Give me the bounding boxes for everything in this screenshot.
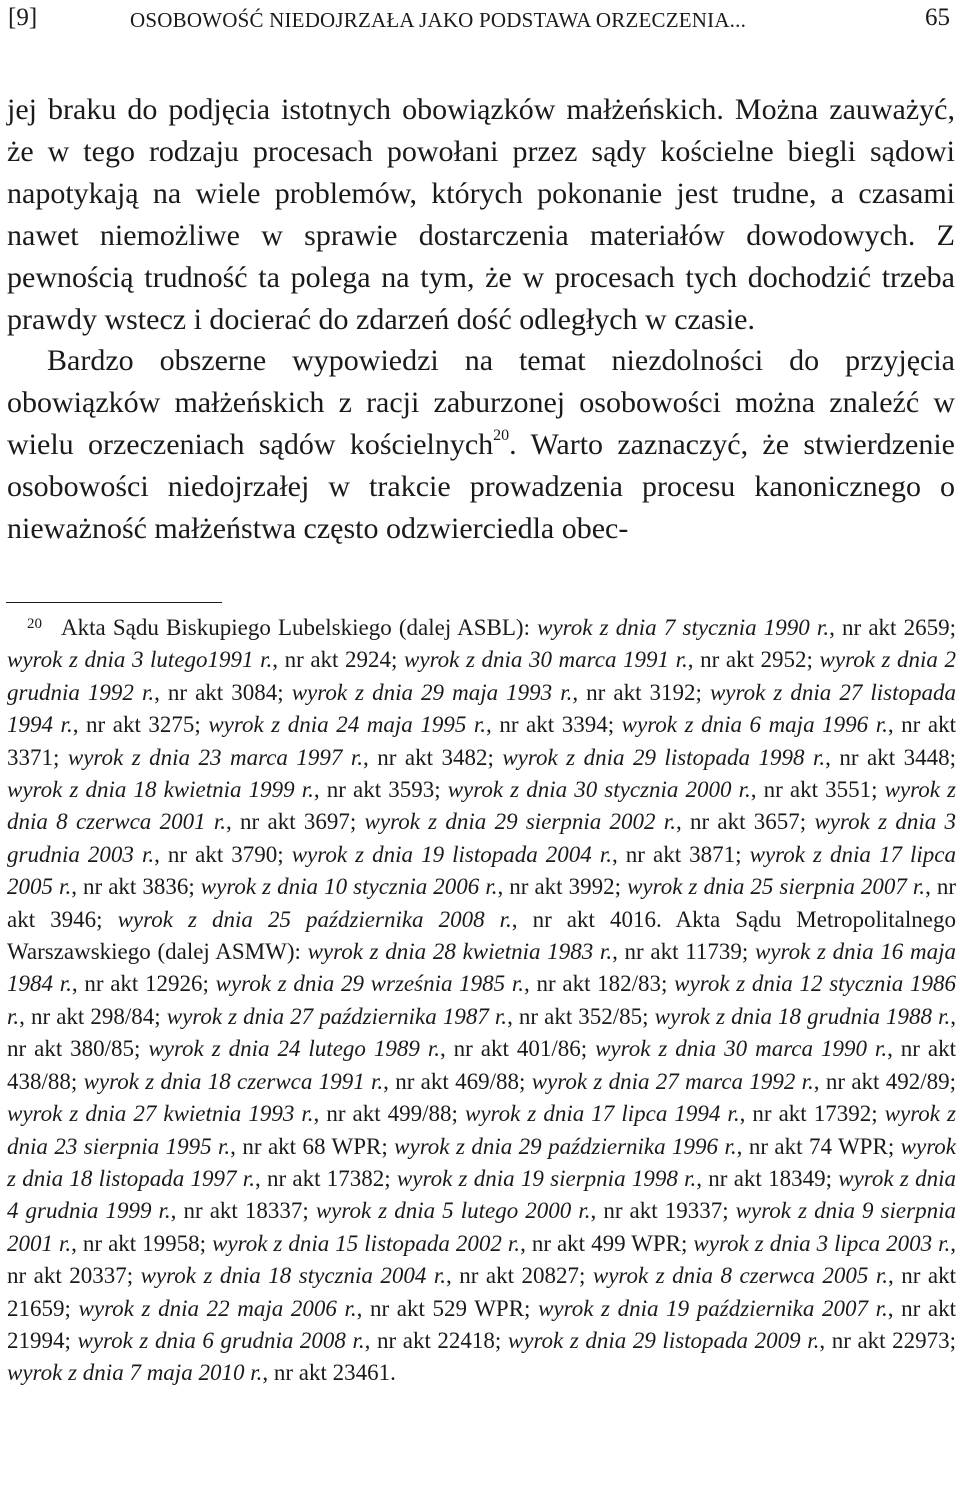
- footnote-judgment-date: wyrok z dnia 10 stycznia 2006 r.: [200, 874, 498, 900]
- footnote-judgment-date: wyrok z dnia 25 sierpnia 2007 r.: [627, 874, 926, 900]
- footnote-text-run: , nr akt 3992;: [497, 874, 628, 900]
- footnote-text-run: , nr akt 23461.: [262, 1360, 396, 1386]
- paragraph-2: [7, 340, 955, 550]
- footnote-text-run: , nr akt 438/88;: [7, 1036, 956, 1094]
- footnote-text-run: , nr akt 3836;: [71, 874, 201, 900]
- paragraph-2-text-b: . Warto zaznaczyć, że stwierdzenie osobowości niedojrzałej w trakcie prowadzenia procesu kanonicznego o nieważność małżeństwa często odzwierciedla obec-: [7, 428, 955, 546]
- footnote-judgment-date: wyrok z dnia 3 lipca 2003 r.: [693, 1230, 951, 1256]
- footnote-text-run: , nr akt 2924;: [272, 647, 405, 673]
- footnote-judgment-date: wyrok z dnia 29 sierpnia 2002 r.: [364, 809, 676, 835]
- footnote-text-run: , nr akt 3871;: [612, 841, 750, 867]
- footnote-text-run: , nr akt 68 WPR;: [230, 1133, 395, 1159]
- footnote-judgment-date: wyrok z dnia 5 lutego 2000 r.: [315, 1198, 591, 1224]
- footnote-text-run: , nr akt 352/85;: [507, 1003, 655, 1029]
- footnote-separator: [6, 602, 222, 603]
- footnote-text-run: , nr akt 3371;: [7, 712, 956, 770]
- footnote-judgment-date: wyrok z dnia 18 czerwca 1991 r.: [83, 1068, 384, 1094]
- footnote-judgment-date: wyrok z dnia 30 marca 1990 r.: [595, 1036, 888, 1062]
- footnote-text-run: , nr akt 2659;: [829, 615, 956, 640]
- footnote-text-run: , nr akt 298/84;: [19, 1003, 167, 1029]
- footnote-text-run: , nr akt 20827;: [446, 1263, 593, 1289]
- footnote-judgment-date: wyrok z dnia 9 sierpnia 2001 r.: [7, 1198, 956, 1256]
- footnote-judgment-date: wyrok z dnia 19 sierpnia 1998 r.: [396, 1165, 697, 1191]
- footnote-judgment-date: wyrok z dnia 18 grudnia 1988 r.: [654, 1003, 951, 1029]
- footnote-text-run: , nr akt 3697;: [226, 809, 365, 835]
- footnote-judgment-date: wyrok z dnia 19 listopada 2004 r.: [291, 841, 612, 867]
- footnote-judgment-date: wyrok z dnia 7 stycznia 1990 r.: [537, 615, 830, 640]
- footnote-text-run: , nr akt 3657;: [675, 809, 815, 835]
- footnote-text: [7, 615, 956, 1385]
- footnote-judgment-date: wyrok z dnia 3 grudnia 2003 r.: [7, 809, 956, 867]
- footnote-text-run: , nr akt 3192;: [572, 679, 710, 705]
- footnote-judgment-date: wyrok z dnia 29 września 1985 r.: [215, 971, 525, 997]
- footnote-text-run: Akta Sądu Biskupiego Lubelskiego (dalej ASBL):: [61, 615, 538, 640]
- footnote-judgment-date: wyrok z dnia 29 listopada 1998 r.: [502, 744, 826, 770]
- footnote-text-run: , nr akt 19337;: [590, 1198, 736, 1224]
- footnote-text-run: , nr akt 3482;: [363, 744, 503, 770]
- footnote-judgment-date: wyrok z dnia 24 maja 1995 r.: [208, 712, 487, 738]
- footnote-text-run: , nr akt 401/86;: [439, 1036, 596, 1062]
- footnote-text-run: , nr akt 499/88;: [313, 1101, 465, 1127]
- footnote-text-run: , nr akt 182/83;: [524, 971, 675, 997]
- footnote-judgment-date: wyrok z dnia 6 maja 1996 r.: [621, 712, 888, 738]
- footnote-judgment-date: wyrok z dnia 2 grudnia 1992 r.: [7, 647, 956, 705]
- footnote-text-run: , nr akt 3448;: [825, 744, 957, 770]
- footnote-text-run: , nr akt 11739;: [612, 939, 755, 965]
- footnote-judgment-date: wyrok z dnia 18 kwietnia 1999 r.: [7, 777, 314, 803]
- footnote-text-run: , nr akt 3394;: [486, 712, 622, 738]
- paragraph-2-text-a: Bardzo obszerne wypowiedzi na temat niezdolności do przyjęcia obowiązków małżeńskich z racji zaburzonej osobowości można znaleźć w wielu orzeczeniach sądów kościelnych: [7, 344, 955, 462]
- footnote-judgment-date: wyrok z dnia 18 listopada 1997 r.: [7, 1133, 956, 1191]
- footnote-judgment-date: wyrok z dnia 29 maja 1993 r.: [291, 679, 573, 705]
- footnote-text-run: , nr akt 4016. Akta Sądu Metropolitalnego Warszawskiego (dalej ASMW):: [7, 906, 956, 965]
- section-number: [9]: [8, 4, 38, 31]
- footnote-text-run: , nr akt 3275;: [72, 712, 209, 738]
- paragraph-1: [7, 89, 955, 340]
- footnote-text-run: , nr akt 492/89;: [813, 1068, 957, 1094]
- footnote-judgment-date: wyrok z dnia 27 marca 1992 r.: [531, 1068, 814, 1094]
- footnote-text-run: , nr akt 3946;: [7, 874, 957, 932]
- footnote-judgment-date: wyrok z dnia 3 lutego1991 r.: [7, 647, 273, 673]
- footnote-text-run: , nr akt 19958;: [71, 1230, 213, 1256]
- footnote-judgment-date: wyrok z dnia 6 grudnia 2008 r.: [77, 1327, 365, 1353]
- footnote-20: 20 Akta Sądu Biskupiego Lubelskiego (dalej ASBL): wyrok z dnia 7 stycznia 1990 r., nr akt 2659; wyrok z dnia 3 lutego1991 r., nr akt 2924; wyrok z dnia 30 marca 1991 r., nr akt 2952; wyrok z dnia 2 grudnia 1992 r., nr akt 3084; wyrok z dnia 29 maja 1993 r., nr akt 3192; wyrok z dnia 27 listopada 1994 r., nr akt 3275; wyrok z dnia 24 maja 1995 r., nr akt 3394; wyrok z dnia 6 maja 1996 r., nr akt 3371; wyrok z dnia 23 marca 1997 r., nr akt 3482; wyrok z dnia 29 listopada 1998 r., nr akt 3448; wyrok z dnia 18 kwietnia 1999 r., nr akt 3593; wyrok z dnia 30 stycznia 2000 r., nr akt 3551; wyrok z dnia 8 czerwca 2001 r., nr akt 3697; wyrok z dnia 29 sierpnia 2002 r., nr akt 3657; wyrok z dnia 3 grudnia 2003 r., nr akt 3790; wyrok z dnia 19 listopada 2004 r., nr akt 3871; wyrok z dnia 17 lipca 2005 r., nr akt 3836; wyrok z dnia 10 stycznia 2006 r., nr akt 3992; wyrok z dnia 25 sierpnia 2007 r., nr akt 3946; wyrok z dnia 25 października 2008 r., nr akt 4016. Akta Sądu Metropolitalnego Warszawskiego (dalej ASMW): wyrok z dnia 28 kwietnia 1983 r., nr akt 11739; wyrok z dnia 16 maja 1984 r., nr akt 12926; wyrok z dnia 29 września 1985 r., nr akt 182/83; wyrok z dnia 12 stycznia 1986 r., nr akt 298/84; wyrok z dnia 27 października 1987 r., nr akt 352/85; wyrok z dnia 18 grudnia 1988 r., nr akt 380/85; wyrok z dnia 24 lutego 1989 r., nr akt 401/86; wyrok z dnia 30 marca 1990 r., nr akt 438/88; wyrok z dnia 18 czerwca 1991 r., nr akt 469/88; wyrok z dnia 27 marca 1992 r., nr akt 492/89; wyrok z dnia 27 kwietnia 1993 r., nr akt 499/88; wyrok z dnia 17 lipca 1994 r., nr akt 17392; wyrok z dnia 23 sierpnia 1995 r., nr akt 68 WPR; wyrok z dnia 29 października 1996 r., nr akt 74 WPR; wyrok z dnia 18 listopada 1997 r., nr akt 17382; wyrok z dnia 19 sierpnia 1998 r., nr akt 18349; wyrok z dnia 4 grudnia 1999 r., nr akt 18337; wyrok z dnia 5 lutego 2000 r., nr akt 19337; wyrok z dnia 9 sierpnia 2001 r., nr akt 19958; wyrok z dnia 15 listopada 2002 r., nr akt 499 WPR; wyrok z dnia 3 lipca 2003 r., nr akt 20337; wyrok z dnia 18 stycznia 2004 r., nr akt 20827; wyrok z dnia 8 czerwca 2005 r., nr akt 21659; wyrok z dnia 22 maja 2006 r., nr akt 529 WPR; wyrok z dnia 19 października 2007 r., nr akt 21994; wyrok z dnia 6 grudnia 2008 r., nr akt 22418; wyrok z dnia 29 listopada 2009 r., nr akt 22973; wyrok z dnia 7 maja 2010 r., nr akt 23461.: [7, 615, 957, 1386]
- footnote-text-run: , nr akt 3593;: [313, 777, 448, 803]
- footnote-judgment-date: wyrok z dnia 29 października 1996 r.: [394, 1133, 737, 1159]
- footnote-judgment-date: wyrok z dnia 22 maja 2006 r.: [78, 1295, 357, 1321]
- footnote-judgment-date: wyrok z dnia 23 sierpnia 1995 r.: [7, 1101, 956, 1159]
- footnote-judgment-date: wyrok z dnia 4 grudnia 1999 r.: [7, 1165, 956, 1224]
- footnote-judgment-date: wyrok z dnia 17 lipca 1994 r.: [464, 1101, 740, 1127]
- footnote-judgment-date: wyrok z dnia 12 stycznia 1986 r.: [7, 971, 957, 1029]
- footnote-judgment-date: wyrok z dnia 25 października 2008 r.: [117, 906, 512, 932]
- footnote-judgment-date: wyrok z dnia 23 marca 1997 r.: [67, 744, 364, 770]
- footnote-text-run: , nr akt 469/88;: [383, 1068, 532, 1094]
- footnote-judgment-date: wyrok z dnia 7 maja 2010 r.: [7, 1360, 263, 1386]
- footnote-reference[interactable]: 20: [493, 427, 510, 445]
- footnote-text-run: , nr akt 17382;: [254, 1165, 397, 1191]
- footnote-text-run: , nr akt 18337;: [170, 1198, 316, 1224]
- footnote-judgment-date: wyrok z dnia 29 listopada 2009 r.: [507, 1327, 820, 1353]
- running-title: OSOBOWOŚĆ NIEDOJRZAŁA JAKO PODSTAWA ORZECZENIA...: [130, 8, 747, 32]
- footnote-judgment-date: wyrok z dnia 30 stycznia 2000 r.: [447, 777, 751, 803]
- footnote-text-run: , nr akt 499 WPR;: [520, 1230, 694, 1256]
- running-header: [8, 2, 954, 42]
- footnote-judgment-date: wyrok z dnia 8 czerwca 2005 r.: [592, 1263, 889, 1289]
- footnote-text-run: , nr akt 17392;: [739, 1101, 885, 1127]
- footnote-judgment-date: wyrok z dnia 8 czerwca 2001 r.: [7, 777, 956, 835]
- footnote-judgment-date: wyrok z dnia 27 października 1987 r.: [166, 1003, 508, 1029]
- footnote-judgment-date: wyrok z dnia 17 lipca 2005 r.: [7, 841, 957, 900]
- footnote-judgment-date: wyrok z dnia 19 października 2007 r.: [538, 1295, 888, 1321]
- footnote-judgment-date: wyrok z dnia 27 listopada 1994 r.: [7, 679, 956, 738]
- footnote-text-run: , nr akt 529 WPR;: [356, 1295, 539, 1321]
- footnote-text-run: , nr akt 22973;: [819, 1327, 957, 1353]
- footnote-judgment-date: wyrok z dnia 15 listopada 2002 r.: [212, 1230, 521, 1256]
- footnote-text-run: , nr akt 3551;: [750, 777, 885, 803]
- footnotes: [7, 612, 956, 1390]
- footnote-judgment-date: wyrok z dnia 27 kwietnia 1993 r.: [7, 1101, 314, 1127]
- footnote-text-run: , nr akt 3790;: [154, 841, 292, 867]
- footnote-judgment-date: wyrok z dnia 28 kwietnia 1983 r.: [307, 939, 613, 965]
- footnote-text-run: , nr akt 20337;: [7, 1230, 957, 1289]
- footnote-judgment-date: wyrok z dnia 16 maja 1984 r.: [7, 939, 956, 997]
- footnote-text-run: , nr akt 380/85;: [7, 1003, 956, 1062]
- footnote-judgment-date: wyrok z dnia 30 marca 1991 r.: [404, 647, 688, 673]
- footnote-text-run: , nr akt 74 WPR;: [736, 1133, 901, 1159]
- footnote-text-run: , nr akt 3084;: [154, 679, 292, 705]
- footnote-text-run: , nr akt 21659;: [7, 1263, 956, 1321]
- footnote-text-run: , nr akt 21994;: [7, 1295, 956, 1353]
- footnote-text-run: , nr akt 2952;: [687, 647, 820, 673]
- main-text: [7, 89, 955, 550]
- paragraph-1-text: jej braku do podjęcia istotnych obowiązków małżeńskich. Można zauważyć, że w tego rodzaju procesach powołani przez sądy kościelne biegli sądowi napotykają na wiele problemów, których pokonanie jest trudne, a czasami nawet niemożliwe w sprawie dostarczenia materiałów dowodowych. Z pewnością trudność ta polega na tym, że w procesach tych dochodzić trzeba prawdy wstecz i docierać do zdarzeń dość odległych w czasie.: [7, 93, 955, 336]
- footnote-text-run: , nr akt 12926;: [71, 971, 216, 997]
- footnote-judgment-date: wyrok z dnia 24 lutego 1989 r.: [148, 1036, 440, 1062]
- footnote-judgment-date: wyrok z dnia 18 stycznia 2004 r.: [140, 1263, 446, 1289]
- footnote-text-run: , nr akt 22418;: [364, 1327, 508, 1353]
- page-number: 65: [925, 4, 950, 31]
- footnote-text-run: , nr akt 18349;: [696, 1165, 839, 1191]
